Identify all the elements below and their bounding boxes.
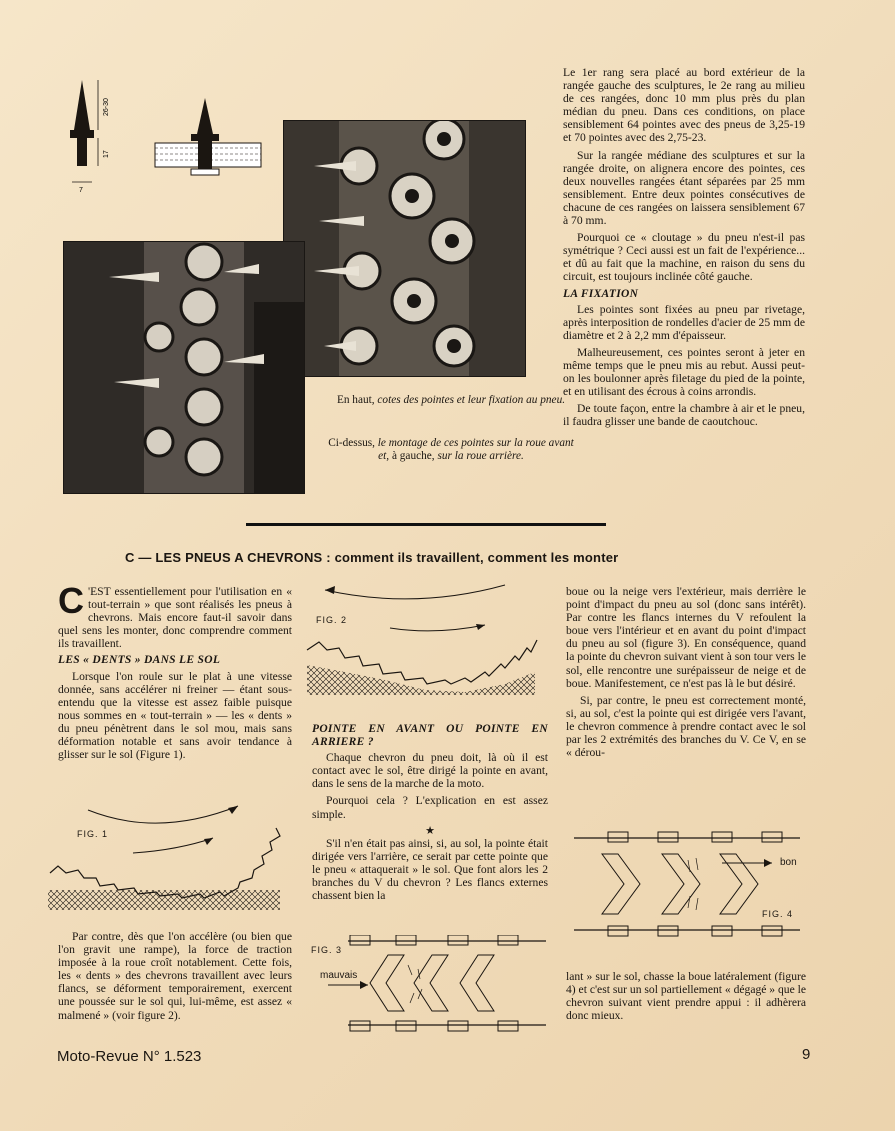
spike-fixation-drawing xyxy=(153,96,263,186)
paragraph: S'il n'en était pas ainsi, si, au sol, la pointe était dirigée vers l'arrière, ce serait par cette pointe que le pneu « attaquerait » le sol. Que font alors les 2 branches du V du chevron ? Les flancs externes chassent bien la xyxy=(312,836,548,903)
photo-rear-wheel-spikes xyxy=(63,241,305,494)
section-heading: C — LES PNEUS A CHEVRONS : comment ils travaillent, comment les monter xyxy=(125,550,619,565)
paragraph: Le 1er rang sera placé au bord extérieur de la rangée gauche des sculptures, le 2e rang au milieu de ces rangées, donc 10 mm plus près du plan médian du pneu. Dans ces conditions, on place sensiblement 64 pointes avec des pneus de 3,25-19 et 70 pointes avec des 2,75-23. xyxy=(563,66,805,145)
fig4-label: FIG. 4 xyxy=(762,909,794,919)
spike-dimension-drawing xyxy=(64,78,134,198)
text-column-3 xyxy=(566,585,806,763)
paragraph: Pourquoi cela ? L'explication en est assez simple. xyxy=(312,794,548,821)
figure-3 xyxy=(308,935,550,1035)
photo-front-wheel-spikes xyxy=(283,120,526,377)
text-column-2 xyxy=(312,719,548,906)
text-column-1 xyxy=(58,580,292,765)
caption-below: Ci-dessus, le montage de ces pointes sur la roue avant et, à gauche, sur la roue arrière. xyxy=(328,437,574,462)
paragraph: Les pointes sont fixées au pneu par rivetage, après interposition de rondelles d'acier de 25 mm de diamètre et 2 à 2,2 mm d'épaisseur. xyxy=(563,302,805,342)
figure-1 xyxy=(48,798,288,913)
text-column-1-lower xyxy=(58,930,292,1026)
paragraph: boue ou la neige vers l'extérieur, mais derrière le point d'impact du pneu au sol (donc sans intérêt). Par contre les flancs internes du V refoulent la boue vers l'intérieur et en avant du point d'impact du pneu au sol (figure 3). En conséquence, quand la pointe du chevron suivant vient à son tour vers le sol, elle rencontre une surépaisseur de neige et de boue. Manifestement, ce n'est pas là le but désiré. xyxy=(566,585,806,690)
label-bon: bon xyxy=(780,857,797,868)
paragraph: Lorsque l'on roule sur le plat à une vitesse donnée, sans accélérer ni freiner — étant sous-entendu que la vitesse est assez faible puisque nous sommes en « tout-terrain » — les « dents » du pneu pénètrent dans le sol mou, mais sans déformation notable et sans avoir tendance à glisser sur le sol (Figure 1). xyxy=(58,669,292,762)
paragraph: Pourquoi ce « cloutage » du pneu n'est-il pas symétrique ? Ceci aussi est un fait de l'expérience... et dû au fait que la machine, en raison du sens du circuit, est toujours inclinée côté gauche. xyxy=(563,231,805,284)
paragraph-intro: C 'EST essentiellement pour l'utilisation en « tout-terrain » que sont réalisés les pneus à chevrons. Mais encore faut-il savoir dans quel sens les monter, donc comprendre comment ils travaillent. xyxy=(58,580,292,651)
dim-height: 26-30 xyxy=(103,98,110,116)
label-mauvais: mauvais xyxy=(320,970,358,981)
figure-2 xyxy=(305,580,550,700)
dropcap: C xyxy=(58,580,84,621)
section-divider xyxy=(246,523,606,526)
footer-magazine: Moto-Revue N° 1.523 xyxy=(57,1048,202,1065)
star-separator: ★ xyxy=(425,824,435,837)
dim-width: 7 xyxy=(79,187,83,194)
fig1-label: FIG. 1 xyxy=(77,829,109,839)
text-column-top-right xyxy=(563,66,805,432)
paragraph: Par contre, dès que l'on accélère (ou bien que l'on gravit une rampe), la force de traction imposée à la roue croît notablement. Cette fois, les « dents » des chevrons travaillent avec leurs flancs, se déforment temporairement, exercent une poussée sur le sol qui, lui-même, est assez « malmené » (voir figure 2). xyxy=(58,930,292,1022)
subheading-pointe: POINTE EN AVANT OU POINTE EN ARRIERE ? xyxy=(312,723,548,749)
text-column-3-lower xyxy=(566,970,806,1026)
paragraph: Sur la rangée médiane des sculptures et sur la rangée droite, on alignera encore des pointes, ces deux nouvelles rangées étant séparées par 25 mm sensiblement. Entre deux pointes consécutives de chacune de ces rangées on laissera sensiblement 67 à 70 mm. xyxy=(563,148,805,228)
figure-4 xyxy=(572,830,812,940)
paragraph: lant » sur le sol, chasse la boue latéralement (figure 4) et c'est sur un sol partiellement « dégagé » que le chevron suivant vient prendre appui : il adhèrera donc mieux. xyxy=(566,970,807,1023)
paragraph: Chaque chevron du pneu doit, là où il est contact avec le sol, être dirigé la pointe en avant, dans le sens de la marche de la moto. xyxy=(312,751,548,791)
dim-shank: 17 xyxy=(103,150,110,158)
subheading-fixation: LA FIXATION xyxy=(563,287,639,300)
paragraph: De toute façon, entre la chambre à air et le pneu, il faudra glisser une bande de caoutchouc. xyxy=(563,402,805,429)
fig3-label: FIG. 3 xyxy=(311,945,343,955)
paragraph: Malheureusement, ces pointes seront à jeter en même temps que le pneu mis au rebut. Aussi peut-on les boulonner après filetage du pied de la pointe, et en utilisant des écrous à coins arrondis. xyxy=(563,345,805,399)
footer-page-number: 9 xyxy=(802,1046,811,1063)
caption-top: En haut, cotes des pointes et leur fixation au pneu. xyxy=(336,394,566,406)
fig2-label: FIG. 2 xyxy=(316,615,348,625)
subheading-dents: LES « DENTS » DANS LE SOL xyxy=(58,654,221,667)
paragraph: Si, par contre, le pneu est correctement monté, si, au sol, c'est la pointe qui est dirigée vers l'avant, le chevron commence à prendre contact avec le sol par les 2 extrémités des branches du V. Ce V, en se « dérou- xyxy=(566,693,806,760)
